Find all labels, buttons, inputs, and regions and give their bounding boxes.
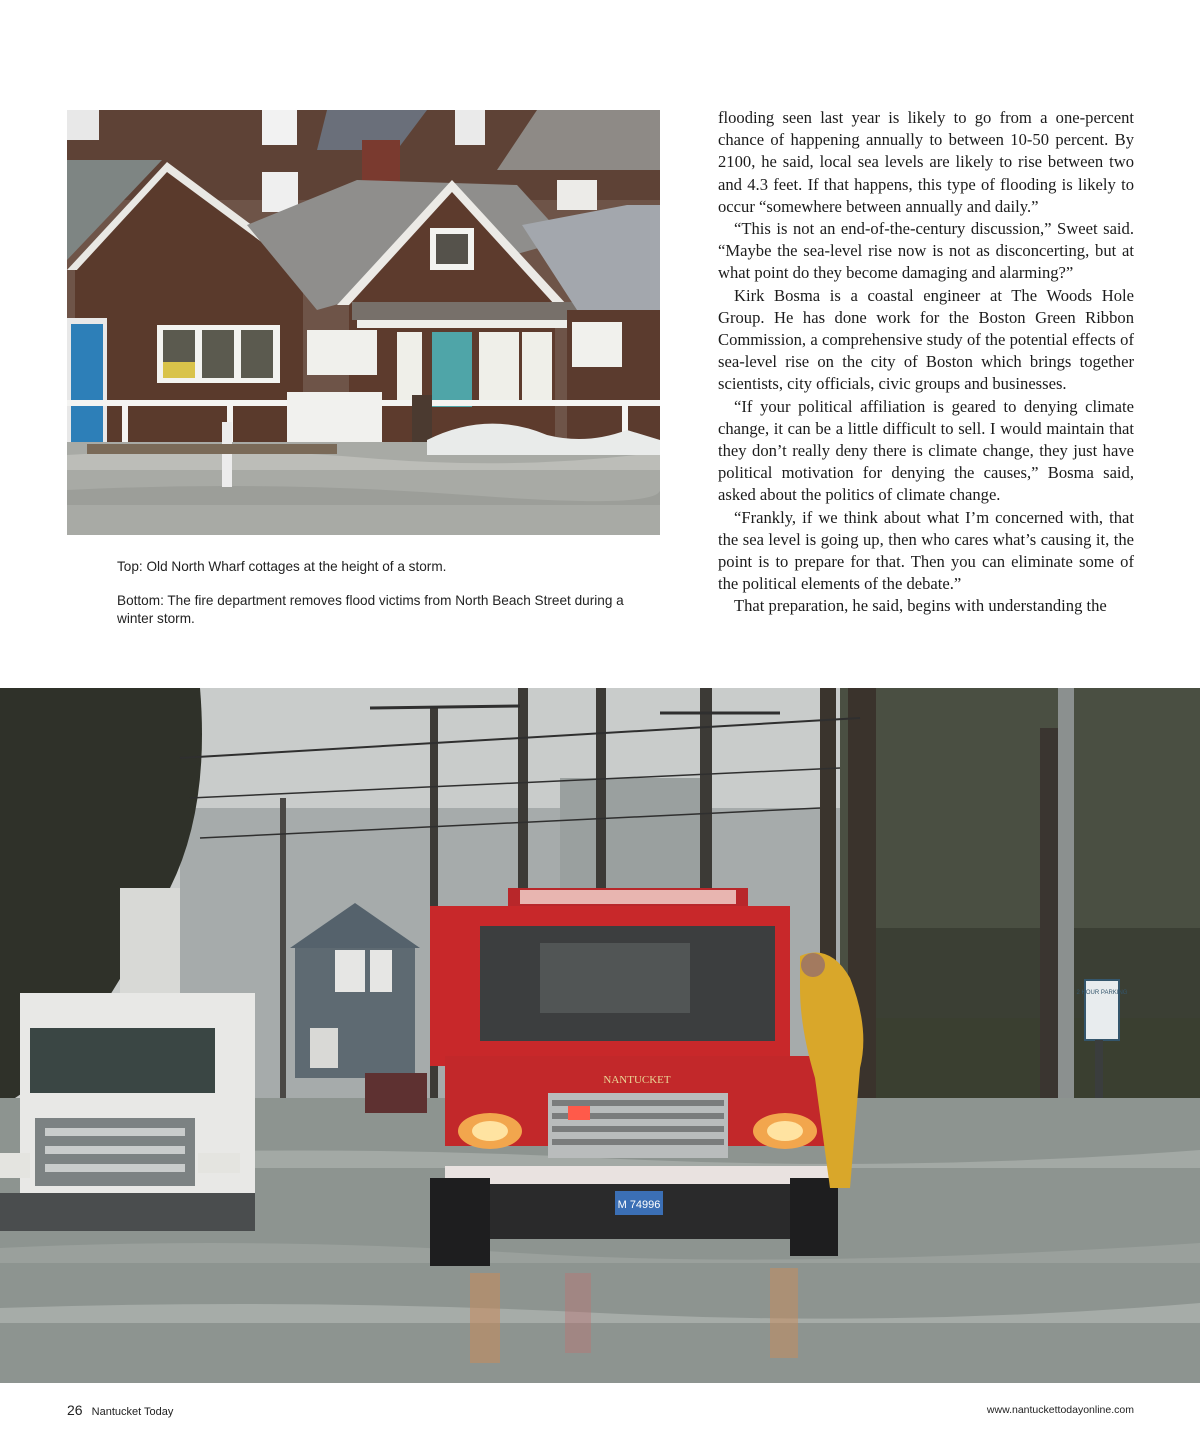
- article-paragraph: Kirk Bosma is a coastal engineer at The Woods Hole Group. He has done work for the Boston Green Ribbon Commission, a comprehensive study of the potential effects of sea-level rise on the city of Boston which brings together scientists, city officials, civic groups and businesses.: [718, 285, 1134, 394]
- article-body: [718, 107, 1134, 618]
- caption-bottom: Bottom: The fire department removes flood victims from North Beach Street during a winter storm.: [117, 593, 624, 626]
- publication-name: Nantucket Today: [91, 1406, 174, 1418]
- article-paragraph: That preparation, he said, begins with understanding the: [734, 596, 1107, 616]
- article-paragraph: “This is not an end-of-the-century discussion,” Sweet said. “Maybe the sea-level rise now is not as disconcerting, but at what point do they become damaging and alarming?”: [718, 219, 1134, 283]
- page-footer-left: [67, 1402, 173, 1418]
- caption-top: Top: Old North Wharf cottages at the height of a storm.: [117, 559, 447, 574]
- photo-fire-truck-flood: [0, 688, 1200, 1383]
- photo-captions: [117, 558, 637, 644]
- page-number: 26: [67, 1402, 83, 1418]
- parking-sign-text: 2 HOUR PARKING: [1076, 990, 1128, 996]
- article-paragraph: flooding seen last year is likely to go from a one-percent chance of happening annually to between 10-50 percent. By 2100, he said, local sea levels are likely to rise between two and 4.3 feet. If that happens, this type of flooding is likely to occur “somewhere between annually and daily.”: [718, 108, 1134, 216]
- article-paragraph: “If your political affiliation is geared to denying climate change, it can be a little difficult to sell. I would maintain that they don’t really deny there is climate change, they just have political motivation for denying the causes,” Bosma said, asked about the politics of climate change.: [718, 396, 1134, 505]
- truck-name-label: NANTUCKET: [603, 1074, 671, 1086]
- photo-old-north-wharf-cottages: [67, 110, 660, 535]
- website-url: www.nantuckettodayonline.com: [986, 1404, 1134, 1416]
- license-plate: M 74996: [617, 1199, 661, 1211]
- article-paragraph: “Frankly, if we think about what I’m concerned with, that the sea level is going up, then who cares what’s causing it, the point is to prepare for that. Then you can eliminate some of the political elements of the debate.”: [718, 507, 1134, 594]
